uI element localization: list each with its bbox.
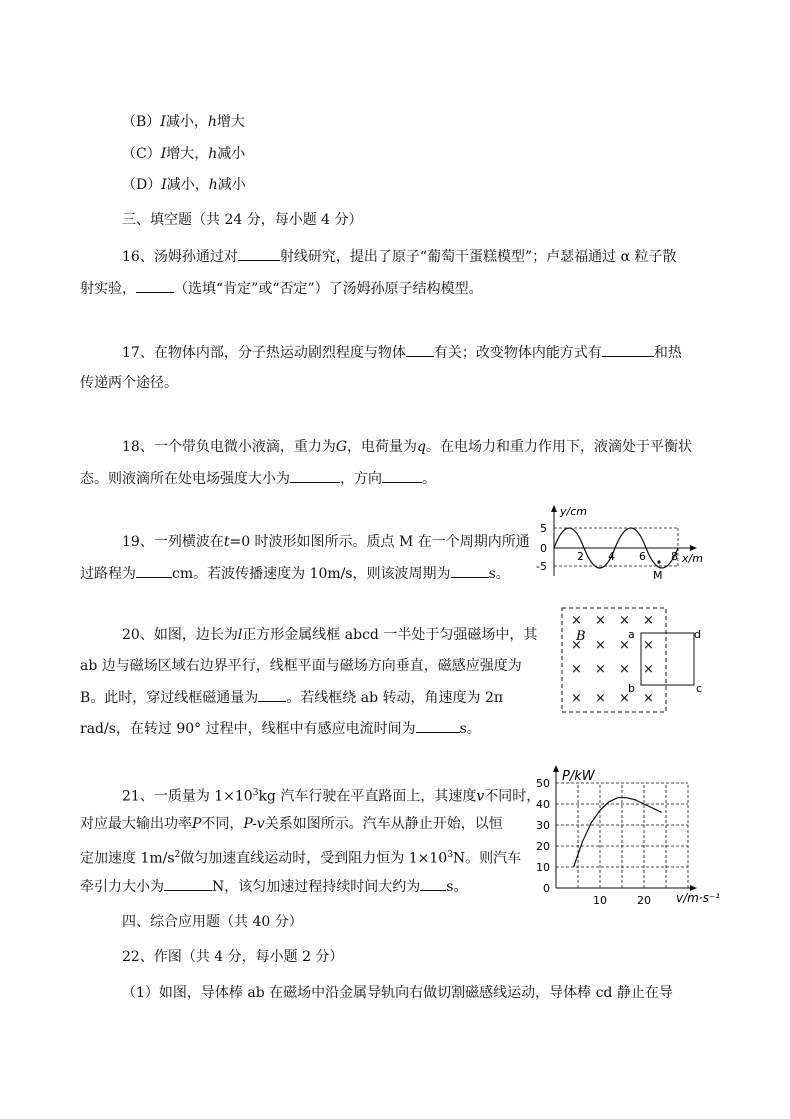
wave-diagram [530, 504, 720, 584]
q21-var-v: v [476, 788, 485, 805]
q19-blank-1[interactable] [136, 563, 172, 578]
q21-var-p: P [192, 816, 202, 832]
vertex-a: a [628, 628, 635, 641]
cross-mark: × [643, 638, 654, 653]
wave-ytick-0: 0 [540, 542, 547, 555]
option-d: （D）I减小，h减小 [122, 177, 246, 193]
q21-var-pv: P-v [243, 816, 265, 832]
q17-line-2: 传递两个途径。 [80, 375, 178, 391]
cross-mark: × [595, 638, 606, 653]
q18-blank-1[interactable] [290, 468, 340, 483]
q19-var-t: t [223, 534, 230, 550]
q18-line-1: 18、一个带负电微小液滴，重力为G，电荷量为q。在电场力和重力作用下，液滴处于平衡状 [122, 439, 692, 455]
pv-ytick: 40 [536, 798, 550, 811]
option-c-var-i: I [160, 146, 167, 162]
cross-mark: × [595, 662, 606, 677]
option-b: （B）I减小，h增大 [122, 114, 245, 130]
q20-line-2: ab 边与磁场区域右边界平行，线框平面与磁场方向垂直，磁感应强度为 [80, 658, 522, 674]
wave-ytick-5: 5 [540, 522, 547, 535]
pv-ytick: 10 [536, 861, 550, 874]
wave-point-m-label: M [653, 569, 663, 582]
q20-line-3: B。此时，穿过线框磁通量为 。若线框绕 ab 转动，角速度为 2π [80, 687, 503, 708]
q20-blank-2[interactable] [416, 718, 460, 733]
power-curve [574, 798, 662, 867]
q18-line-2: 态。则液滴所在处电场强度大小为 ，方向 。 [80, 468, 436, 489]
option-d-var-h: h [208, 177, 218, 193]
option-c: （C）I增大，h减小 [122, 146, 246, 162]
q21-blank-1[interactable] [164, 876, 212, 891]
q17-blank-1[interactable] [406, 342, 434, 357]
q16-line-2: 射实验， （选填“肯定”或“否定”）了汤姆孙原子结构模型。 [80, 278, 483, 299]
pv-ytick: 30 [536, 819, 550, 832]
section-4-title: 四、综合应用题（共 40 分） [122, 914, 303, 930]
option-b-var-h: h [207, 114, 217, 130]
q17-blank-2[interactable] [602, 342, 654, 357]
wave-xtick-2: 2 [577, 550, 584, 563]
q19-line-1: 19、一列横波在t=0 时波形如图所示。质点 M 在一个周期内所通 [122, 534, 530, 550]
q17-line-1: 17、在物体内部，分子热运动剧烈程度与物体 有关；改变物体内能方式有 和热 [122, 342, 682, 363]
option-b-var-i: I [160, 114, 166, 130]
q18-var-q: q [417, 439, 426, 455]
cross-mark: × [595, 613, 606, 628]
q20-line-1: 20、如图，边长为l正方形金属线框 abcd 一半处于匀强磁场中，其 [122, 627, 538, 643]
q21-line-1: 21、一质量为 $1\times 10^3kg$ 汽车行驶在平直路面上，其速度v不同时， [122, 788, 541, 805]
vertex-b: b [628, 682, 635, 695]
q18-var-g: G [335, 439, 348, 455]
q16-blank-1[interactable] [238, 246, 280, 261]
q19-line-2: 过路程为 cm。若波传播速度为 10m/s，则该波周期为 s。 [80, 563, 510, 584]
q20-var-l: l [237, 627, 243, 643]
q18-blank-2[interactable] [382, 468, 422, 483]
q20-line-4: rad/s，在转过 90° 过程中，线框中有感应电流时间为 s。 [80, 718, 481, 739]
q21-line-3: 定加速度 $1m/s^2$做匀加速直线运动时，受到阻力恒为 $1\times 10^3N$。则汽车 [80, 850, 522, 867]
pv-ytick: 20 [536, 840, 550, 853]
option-c-var-h: h [208, 146, 218, 162]
field-label-b: B [576, 629, 586, 644]
wave-point-m [657, 560, 660, 563]
cross-mark: × [619, 662, 630, 677]
cross-mark: × [595, 691, 606, 706]
wave-xtick-8: 8 [671, 550, 678, 563]
q16-line-1: 16、汤姆孙通过对 射线研究，提出了原子“葡萄干蛋糕模型”；卢瑟福通过 α 粒子散 [122, 246, 677, 267]
q20-blank-1[interactable] [258, 687, 286, 702]
wave-ytick-neg5: -5 [536, 560, 547, 573]
cross-mark: × [571, 691, 582, 706]
q21-line-4: 牵引力大小为 N，该匀加速过程持续时间大约为 s。 [80, 876, 467, 897]
q21-line-2: 对应最大输出功率P不同，P-v关系如图所示。汽车从静止开始，以恒 [80, 816, 503, 832]
q22-sub-1: （1）如图，导体棒 ab 在磁场中沿金属导轨向右做切割磁感线运动，导体棒 cd 静止在导 [122, 985, 673, 1001]
q16-blank-2[interactable] [136, 278, 174, 293]
cross-mark: × [619, 691, 630, 706]
cross-mark: × [571, 638, 582, 653]
cross-mark: × [643, 662, 654, 677]
cross-mark: × [643, 691, 654, 706]
pv-ytick: 0 [543, 882, 550, 895]
pv-ylabel: P/kW [562, 769, 595, 784]
cross-mark: × [571, 662, 582, 677]
cross-mark: × [571, 613, 582, 628]
q19-blank-2[interactable] [451, 563, 489, 578]
q21-blank-2[interactable] [420, 876, 446, 891]
magnetic-field-diagram [560, 606, 710, 716]
cross-mark: × [619, 638, 630, 653]
q22-title: 22、作图（共 4 分，每小题 2 分） [122, 949, 344, 965]
pv-xtick: 10 [593, 894, 607, 907]
wave-xtick-6: 6 [639, 550, 646, 563]
pv-xlabel: v/m·s⁻¹ [676, 891, 721, 905]
pv-ytick: 50 [536, 777, 550, 790]
pv-xtick: 20 [637, 894, 651, 907]
vertex-c: c [696, 682, 703, 695]
cross-mark: × [643, 613, 654, 628]
wave-xlabel: x/m [682, 552, 703, 565]
wave-ylabel: y/cm [560, 505, 587, 518]
wave-xtick-4: 4 [608, 550, 615, 563]
power-velocity-chart [530, 762, 730, 912]
section-3-title: 三、填空题（共 24 分，每小题 4 分） [122, 212, 363, 228]
vertex-d: d [694, 628, 701, 641]
option-d-var-i: I [161, 177, 167, 193]
cross-mark: × [619, 613, 630, 628]
